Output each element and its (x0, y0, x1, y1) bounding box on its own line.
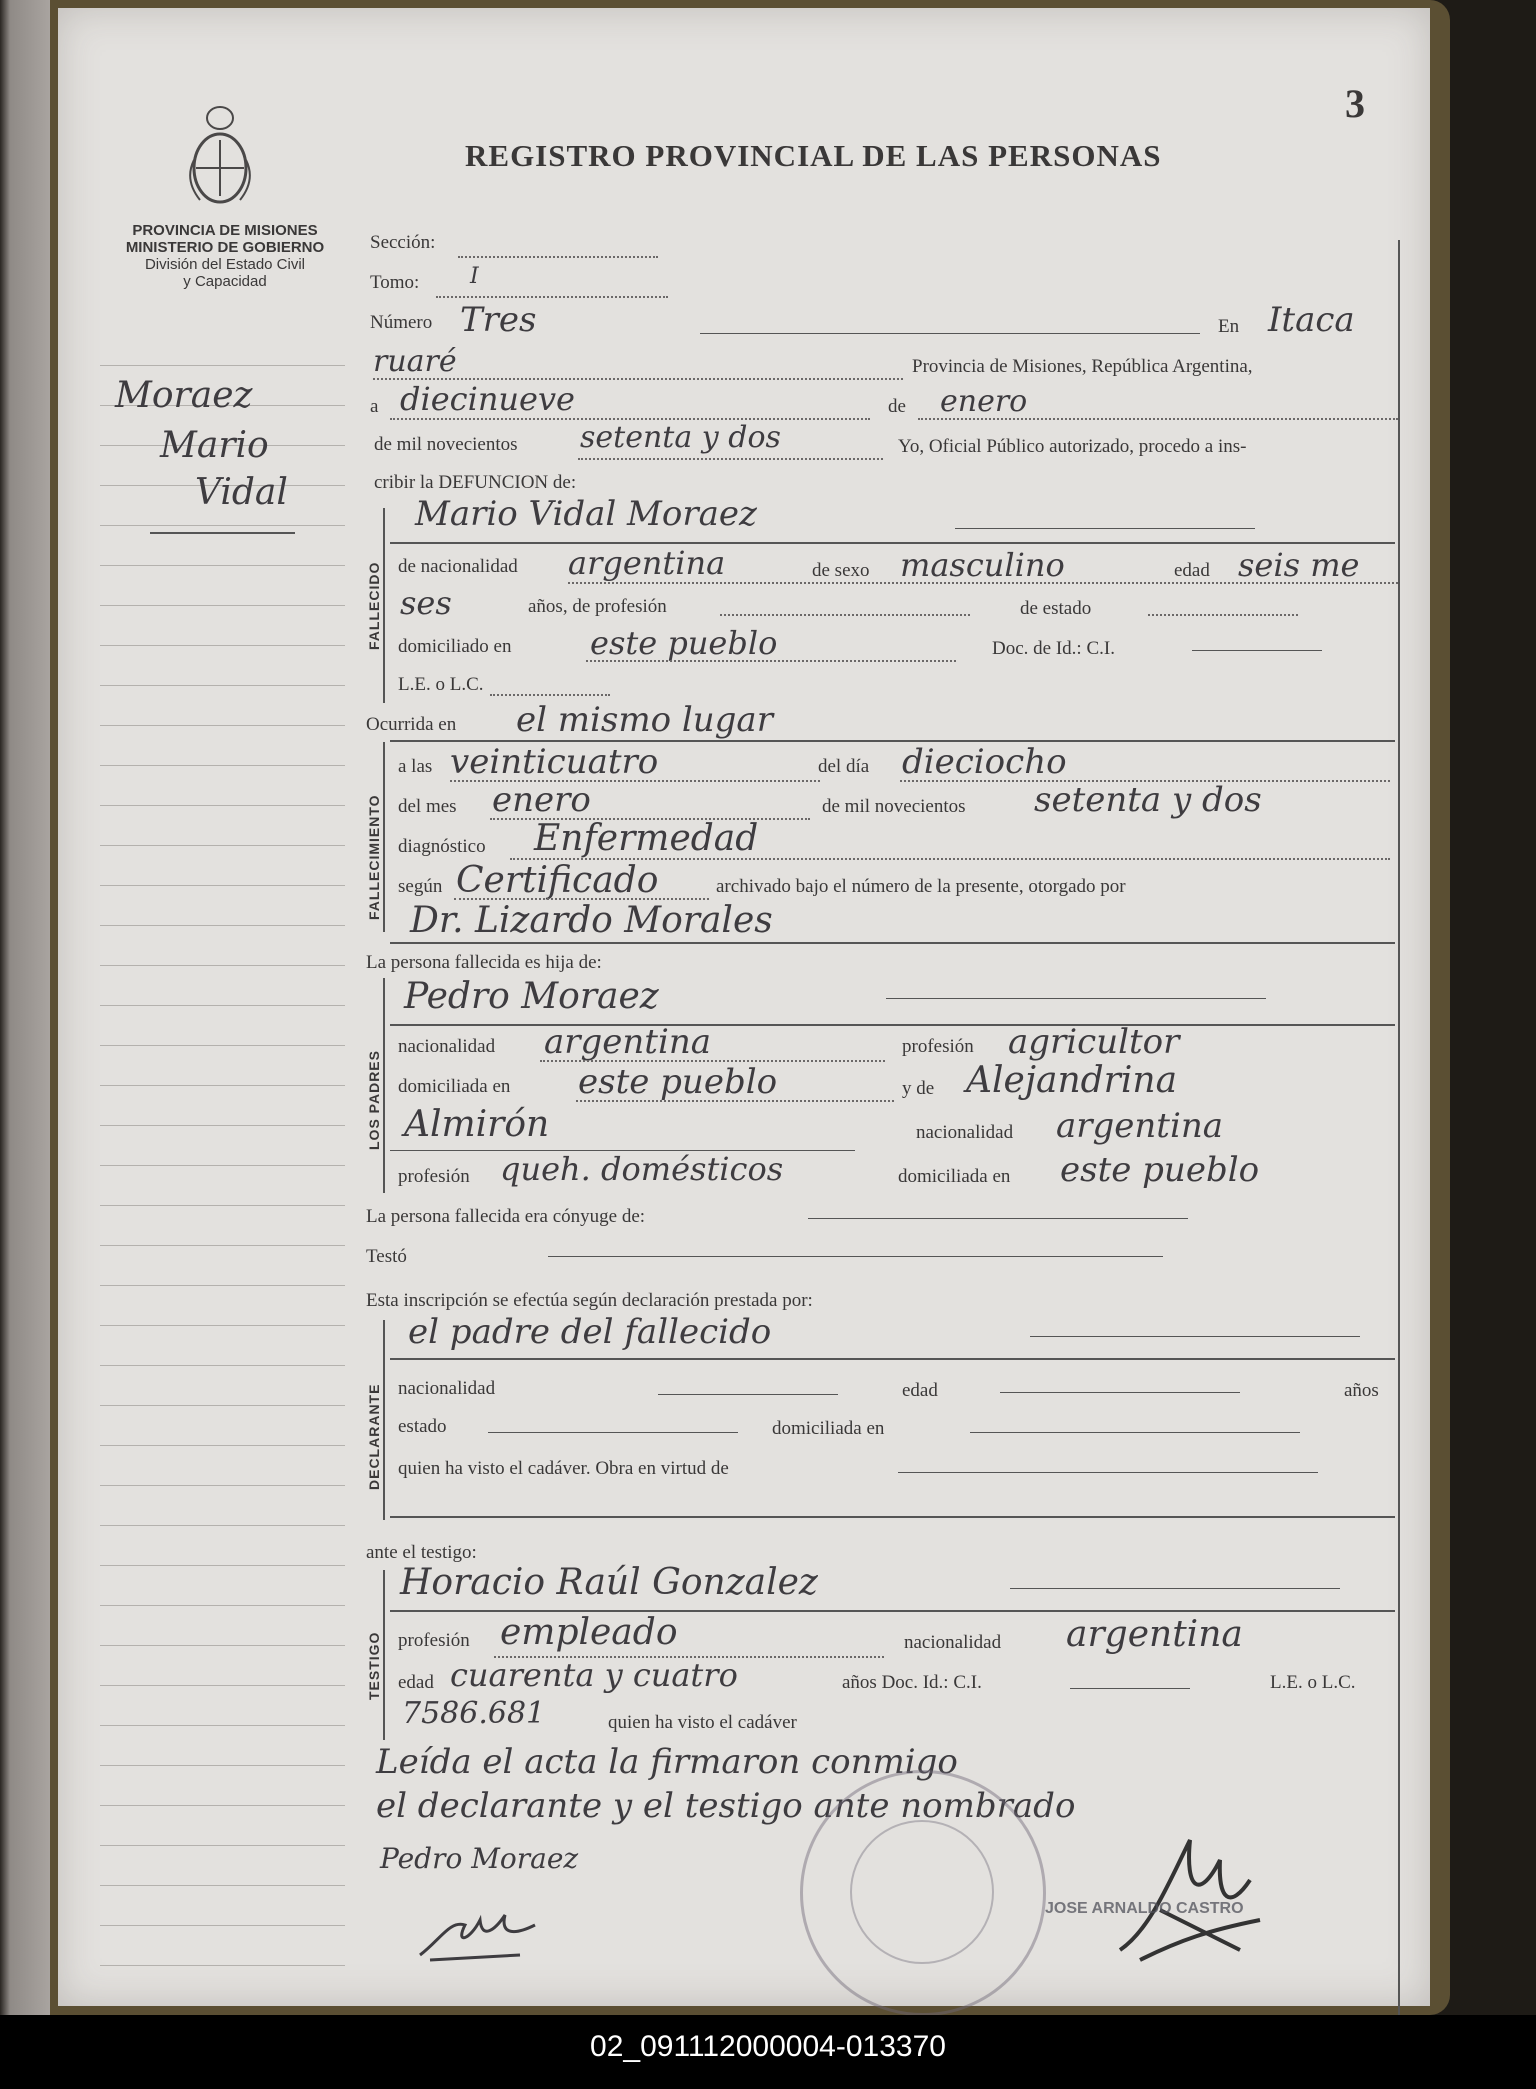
margin-rule-line (100, 1605, 345, 1606)
value-nacionalidad: argentina (568, 544, 726, 582)
register-page (58, 8, 1430, 2006)
padre-domicilio-field (576, 1100, 894, 1102)
margin-rule-line (100, 845, 345, 846)
label-de-estado: de estado (1020, 598, 1092, 619)
margin-rule-line (100, 1005, 345, 1006)
value-ocurrida: el mismo lugar (516, 700, 773, 740)
label-test-anos-doc: años Doc. Id.: C.I. (842, 1672, 982, 1693)
testigo-bracket (383, 1570, 385, 1740)
value-dia-fallec: dieciocho (902, 742, 1067, 782)
label-inscripcion: Esta inscripción se efectúa según declaración prestada por: (366, 1290, 813, 1311)
value-edad-2: ses (400, 584, 452, 622)
nacionalidad-field (568, 582, 1398, 584)
right-margin-rule (1398, 240, 1400, 2020)
header-left-block (100, 222, 350, 290)
label-padre-profesion: profesión (902, 1036, 974, 1057)
label-madre-nacionalidad: nacionalidad (916, 1122, 1014, 1143)
value-otorgado-por: Dr. Lizardo Morales (410, 900, 773, 941)
label-segun: según (398, 876, 443, 897)
margin-rule-line (100, 1165, 345, 1166)
label-decl-estado: estado (398, 1416, 447, 1437)
declarante-bracket (383, 1320, 385, 1520)
value-declarante: el padre del fallecido (408, 1312, 772, 1352)
fallecimiento-bracket (383, 742, 385, 932)
label-domiciliado: domiciliado en (398, 636, 512, 657)
label-tomo: Tomo: (370, 272, 420, 293)
padres-bracket (383, 978, 385, 1193)
value-madre-1: Alejandrina (966, 1060, 1178, 1101)
fallecido-bracket (383, 508, 385, 703)
label-decl-anos: años (1344, 1380, 1379, 1401)
margin-rule-line (100, 1125, 345, 1126)
margin-rule-line (100, 365, 345, 366)
margin-rule-line (100, 1445, 345, 1446)
padre-rule (390, 1024, 1395, 1026)
margin-rule-line (100, 605, 345, 606)
numero-line (700, 333, 1200, 334)
label-cribir: cribir la DEFUNCION de: (374, 472, 577, 493)
label-de-nacionalidad: de nacionalidad (398, 556, 518, 577)
label-de-mil: de mil novecientos (374, 434, 518, 455)
margin-rule-line (100, 765, 345, 766)
margin-rule-line (100, 1885, 345, 1886)
header-province: PROVINCIA DE MISIONES (132, 222, 318, 239)
margin-rule-line (100, 1685, 345, 1686)
value-padre-nacionalidad: argentina (544, 1022, 712, 1062)
value-domicilio: este pueblo (590, 624, 778, 662)
label-decl-domiciliada: domiciliada en (772, 1418, 885, 1439)
tomo-field (436, 296, 668, 298)
official-seal-inner (850, 1820, 994, 1964)
declarante-rule (390, 1358, 1395, 1360)
label-y-de: y de (902, 1078, 935, 1099)
label-decl-cadaver: quien ha visto el cadáver. Obra en virtud de (398, 1458, 729, 1479)
header-capacity: y Capacidad (183, 273, 267, 290)
margin-rule-line (100, 805, 345, 806)
decl-cadaver-line (898, 1472, 1318, 1473)
closing-line-2: el declarante y el testigo ante nombrado (376, 1786, 1076, 1826)
margin-rule-line (100, 1085, 345, 1086)
nombre-rule (390, 542, 1395, 544)
side-label-padres: LOS PADRES (366, 1050, 382, 1150)
margin-rule-line (100, 645, 345, 646)
decl-nacionalidad-line (658, 1394, 838, 1395)
margin-rule-line (100, 1645, 345, 1646)
declarante-line (1030, 1336, 1360, 1337)
margin-rule-line (100, 1565, 345, 1566)
value-edad-1: seis me (1238, 546, 1360, 584)
label-testo: Testó (366, 1246, 407, 1267)
label-test-profesion: profesión (398, 1630, 470, 1651)
label-decl-edad: edad (902, 1380, 938, 1401)
coat-of-arms-icon (180, 100, 260, 210)
label-del-dia: del día (818, 756, 870, 777)
testo-line (548, 1256, 1163, 1257)
value-en-lugar-2: ruaré (373, 344, 457, 379)
label-padre-nacionalidad: nacionalidad (398, 1036, 496, 1057)
value-mes-fallec: enero (492, 780, 591, 820)
value-sexo: masculino (900, 546, 1065, 584)
margin-rule-line (100, 1845, 345, 1846)
decl-edad-line (1000, 1392, 1240, 1393)
label-de-mil-nov: de mil novecientos (822, 796, 966, 817)
value-mes: enero (940, 384, 1028, 419)
declarante-bottom-rule (390, 1516, 1395, 1518)
value-padre-profesion: agricultor (1008, 1022, 1180, 1062)
domicilio-field (586, 660, 956, 662)
value-padre: Pedro Moraez (404, 976, 659, 1017)
value-anio: setenta y dos (580, 420, 781, 455)
nombre-line (955, 528, 1255, 529)
label-doc-id: Doc. de Id.: C.I. (992, 638, 1115, 659)
label-ocurrida-en: Ocurrida en (366, 714, 457, 735)
margin-rule-line (100, 1725, 345, 1726)
footer-image-code: 02_091112000004-013370 (590, 2030, 946, 2063)
label-test-edad: edad (398, 1672, 434, 1693)
label-anos-prof: años, de profesión (528, 596, 667, 617)
margin-rule-line (100, 565, 345, 566)
label-en: En (1218, 316, 1240, 337)
margin-rule-line (100, 1765, 345, 1766)
margin-rule-line (100, 965, 345, 966)
decl-estado-line (488, 1432, 738, 1433)
value-diagnostico: Enfermedad (534, 818, 759, 859)
value-madre-2: Almirón (404, 1104, 550, 1145)
margin-rule-line (100, 525, 345, 526)
margin-rule-line (100, 1045, 345, 1046)
margin-surname: Moraez (115, 375, 253, 416)
label-a: a (370, 396, 379, 417)
value-madre-profesion: queh. domésticos (500, 1150, 784, 1188)
margin-rule-line (100, 1925, 345, 1926)
margin-rule-line (100, 1405, 345, 1406)
doc-id-line (1192, 650, 1322, 651)
label-test-cadaver: quien ha visto el cadáver (608, 1712, 797, 1733)
document-title: REGISTRO PROVINCIAL DE LAS PERSONAS (465, 138, 1162, 173)
margin-rule-line (100, 1805, 345, 1806)
margin-underline (150, 532, 295, 534)
anio-field (578, 458, 883, 460)
margin-rule-line (100, 1325, 345, 1326)
label-test-le-lc: L.E. o L.C. (1270, 1672, 1356, 1693)
padre-line (886, 998, 1266, 999)
signature-official (1100, 1820, 1280, 1970)
value-testigo-doc: 7586.681 (402, 1696, 546, 1731)
signature-testigo (410, 1900, 550, 1970)
value-madre-domicilio: este pueblo (1060, 1150, 1260, 1190)
value-nombre: Mario Vidal Moraez (415, 494, 757, 534)
label-archivado: archivado bajo el número de la presente, otorgado por (716, 876, 1126, 897)
label-decl-nacionalidad: nacionalidad (398, 1378, 496, 1399)
label-diagnostico: diagnóstico (398, 836, 486, 857)
margin-rule-line (100, 1205, 345, 1206)
margin-middle-name: Vidal (195, 472, 288, 513)
value-segun: Certificado (456, 860, 659, 901)
seccion-field (458, 256, 658, 258)
decl-domiciliada-line (970, 1432, 1300, 1433)
official-stamp-name: JOSE ARNALDO CASTRO (1045, 1900, 1244, 1917)
closing-line-1: Leída el acta la firmaron conmigo (376, 1742, 958, 1782)
margin-rule-line (100, 885, 345, 886)
label-test-nacionalidad: nacionalidad (904, 1632, 1002, 1653)
value-testigo-edad: cuarenta y cuatro (450, 1656, 738, 1694)
side-label-testigo: TESTIGO (366, 1631, 382, 1700)
margin-rule-line (100, 1365, 345, 1366)
margin-rule-line (100, 1245, 345, 1246)
le-lc-field (490, 694, 610, 696)
value-dia: diecinueve (400, 380, 575, 418)
margin-rule-line (100, 1525, 345, 1526)
header-ministry: MINISTERIO DE GOBIERNO (125, 239, 325, 256)
value-numero: Tres (460, 300, 537, 340)
label-del-mes: del mes (398, 796, 457, 817)
label-de: de (888, 396, 906, 417)
testigo-line (1010, 1588, 1340, 1589)
otorgado-rule (390, 942, 1395, 944)
label-conyuge: La persona fallecida era cónyuge de: (366, 1206, 646, 1227)
margin-rule-line (100, 925, 345, 926)
label-de-sexo: de sexo (812, 560, 870, 581)
label-seccion: Sección: (370, 232, 436, 253)
value-testigo-nacionalidad: argentina (1066, 1614, 1243, 1655)
label-provincia: Provincia de Misiones, República Argentina, (912, 356, 1253, 377)
margin-rule-line (100, 1285, 345, 1286)
margin-rule-line (100, 1965, 345, 1966)
label-numero: Número (370, 312, 433, 333)
label-ante-testigo: ante el testigo: (366, 1542, 477, 1563)
page-number: 3 (1345, 81, 1365, 126)
label-padre-domiciliada: domiciliada en (398, 1076, 511, 1097)
conyuge-line (808, 1218, 1188, 1219)
side-label-fallecido: FALLECIDO (366, 561, 382, 650)
value-padre-domicilio: este pueblo (578, 1062, 778, 1102)
margin-rule-line (100, 685, 345, 686)
label-edad: edad (1174, 560, 1210, 581)
value-hora: veinticuatro (450, 742, 659, 782)
label-hija-de: La persona fallecida es hija de: (366, 952, 602, 973)
label-madre-domiciliada: domiciliada en (898, 1166, 1011, 1187)
value-testigo-profesion: empleado (500, 1612, 678, 1653)
label-yo-oficial: Yo, Oficial Público autorizado, procedo a ins- (898, 436, 1247, 457)
value-testigo: Horacio Raúl Gonzalez (400, 1562, 818, 1603)
margin-first-name: Mario (160, 425, 269, 466)
estado-field (1148, 614, 1298, 616)
value-anio-fallec: setenta y dos (1034, 780, 1262, 820)
label-le-lc: L.E. o L.C. (398, 674, 484, 695)
value-en-lugar-1: Itaca (1268, 300, 1355, 340)
signature-declarante: Pedro Moraez (380, 1842, 579, 1875)
side-label-declarante: DECLARANTE (366, 1383, 382, 1490)
previous-page-edge (0, 0, 50, 2015)
value-tomo: I (470, 264, 479, 289)
margin-rule-line (100, 1485, 345, 1486)
value-madre-nacionalidad: argentina (1056, 1106, 1224, 1146)
margin-rule-line (100, 725, 345, 726)
header-division: División del Estado Civil (144, 256, 306, 273)
mes-field (918, 418, 1398, 420)
test-ci-line (1070, 1688, 1190, 1689)
label-a-las: a las (398, 756, 433, 777)
label-madre-profesion: profesión (398, 1166, 470, 1187)
side-label-fallecimiento: FALLECIMIENTO (366, 794, 382, 920)
profesion-field (720, 614, 970, 616)
